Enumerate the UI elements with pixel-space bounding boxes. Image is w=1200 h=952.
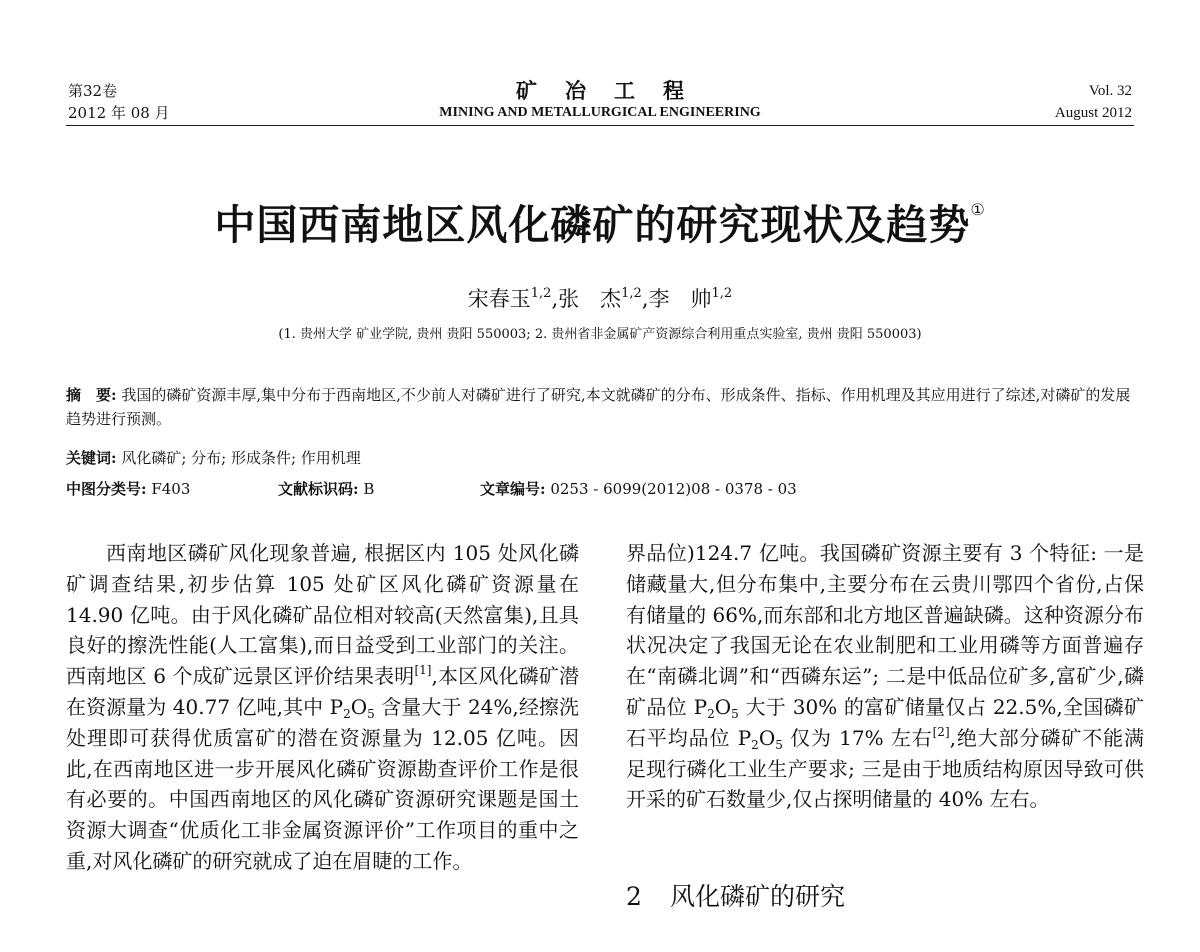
body-text: ,绝大部分磷矿不能满足现行磷化工业生产要求; 三是由于地质结构原因导致可供开采的矿石数量少,仅占探明储量的 40% 左右。 — [626, 725, 1144, 812]
doc-code-label: 文献标识码: — [278, 480, 359, 498]
subscript: 2 — [751, 737, 759, 752]
body-text: 大于 30% 的富矿储量仅占 22.5%,全国磷矿石平均品位 P — [626, 694, 1144, 750]
clc-label: 中图分类号: — [66, 480, 147, 498]
paper-title-text: 中国西南地区风化磷矿的研究现状及趋势 — [214, 201, 971, 249]
clc-value: F403 — [151, 480, 191, 498]
body-text: O — [758, 725, 776, 750]
header-rule — [66, 125, 1134, 126]
author-list — [0, 283, 1200, 313]
body-column-right — [626, 538, 1144, 815]
journal-title-en: MINING AND METALLURGICAL ENGINEERING — [439, 105, 761, 120]
author-affiliation-mark: 1,2 — [621, 286, 642, 301]
citation-ref: [2] — [932, 724, 950, 739]
title-footnote-mark: ① — [970, 200, 986, 219]
body-paragraph — [626, 538, 1144, 815]
subscript: 5 — [367, 706, 375, 721]
body-text: ,本区风化磷矿潜在资源量为 40.77 亿吨,其中 P — [66, 664, 579, 719]
keywords — [66, 446, 1144, 470]
author-separator: , — [551, 287, 559, 311]
doc-code-value: B — [363, 480, 375, 498]
abstract — [66, 383, 1144, 431]
subscript: 5 — [731, 706, 739, 721]
author-separator: , — [641, 287, 649, 311]
article-number-field — [480, 477, 797, 501]
body-text: O — [350, 694, 368, 719]
author-affiliation-mark: 1,2 — [530, 286, 552, 301]
body-paragraph — [66, 538, 579, 877]
section-title: 风化磷矿的研究 — [670, 882, 846, 911]
volume-en: Vol. 32 — [1088, 83, 1132, 99]
subscript: 2 — [343, 706, 351, 721]
section-number: 2 — [626, 882, 642, 911]
subscript: 5 — [775, 737, 783, 752]
affiliations: (1. 贵州大学 矿业学院, 贵州 贵阳 550003; 2. 贵州省非金属矿产资源综合利用重点实验室, 贵州 贵阳 550003) — [278, 327, 922, 342]
author-name: 宋春玉 — [467, 287, 531, 311]
body-text: O — [714, 694, 732, 719]
author-name: 张 杰 — [558, 287, 622, 311]
classification-line — [66, 477, 1144, 501]
body-text: 西南地区磷矿风化现象普遍, 根据区内 105 处风化磷矿调查结果,初步估算 105 处矿区风化磷矿资源量在 14.90 亿吨。由于风化磷矿品位相对较高(天然富集),且具良好的擦洗性能(人工富集),而日益受到工业部门的关注。西南地区 6 个成矿远景区评价结果表明 — [66, 541, 579, 689]
body-text: 含量大于 24%,经擦洗处理即可获得优质富矿的潜在资源量为 12.05 亿吨。因此,在西南地区进一步开展风化磷矿资源勘查评价工作是很有必要的。中国西南地区的风化磷矿资源研究课题是国土资源大调查“优质化工非金属资源评价”工作项目的重中之重,对风化磷矿的研究就成了迫在眉睫的工作。 — [66, 694, 579, 873]
body-column-left — [66, 538, 579, 877]
abstract-text: 我国的磷矿资源丰厚,集中分布于西南地区,不少前人对磷矿进行了研究,本文就磷矿的分布、形成条件、指标、作用机理及其应用进行了综述,对磷矿的发展趋势进行预测。 — [66, 386, 1131, 428]
journal-title-cn: 矿冶工程 — [516, 78, 712, 103]
header-right — [1055, 80, 1132, 124]
date-en: August 2012 — [1054, 105, 1132, 121]
clc-field — [66, 477, 278, 501]
author-name: 李 帅 — [648, 287, 712, 311]
paper-title — [0, 192, 1200, 251]
abstract-label: 摘 要: — [66, 386, 117, 404]
keywords-label: 关键词: — [66, 449, 117, 467]
header-center — [0, 78, 1200, 121]
citation-ref: [1] — [414, 663, 432, 678]
body-text: 界品位)124.7 亿吨。我国磷矿资源主要有 3 个特征: 一是储藏量大,但分布集中,主要分布在云贵川鄂四个省份,占保有储量的 66%,而东部和北方地区普遍缺磷。这种资源分布状况决定了我国无论在农业制肥和工业用磷等方面普遍存在“南磷北调”和“西磷东运”; 二是中低品位矿多,富矿少,磷矿品位 P — [626, 541, 1144, 719]
body-text: 仅为 17% 左右 — [782, 725, 933, 750]
keywords-text: 风化磷矿; 分布; 形成条件; 作用机理 — [121, 449, 361, 467]
author-affiliation-mark: 1,2 — [711, 286, 733, 301]
article-number-value: 0253 - 6099(2012)08 - 0378 - 03 — [550, 480, 797, 498]
volume-cn: 第32卷 — [68, 82, 118, 100]
date-cn: 2012 年 08 月 — [68, 104, 170, 122]
doc-code-field — [278, 477, 480, 501]
section-heading — [626, 877, 845, 913]
article-number-label: 文章编号: — [480, 480, 546, 498]
subscript: 2 — [707, 706, 715, 721]
